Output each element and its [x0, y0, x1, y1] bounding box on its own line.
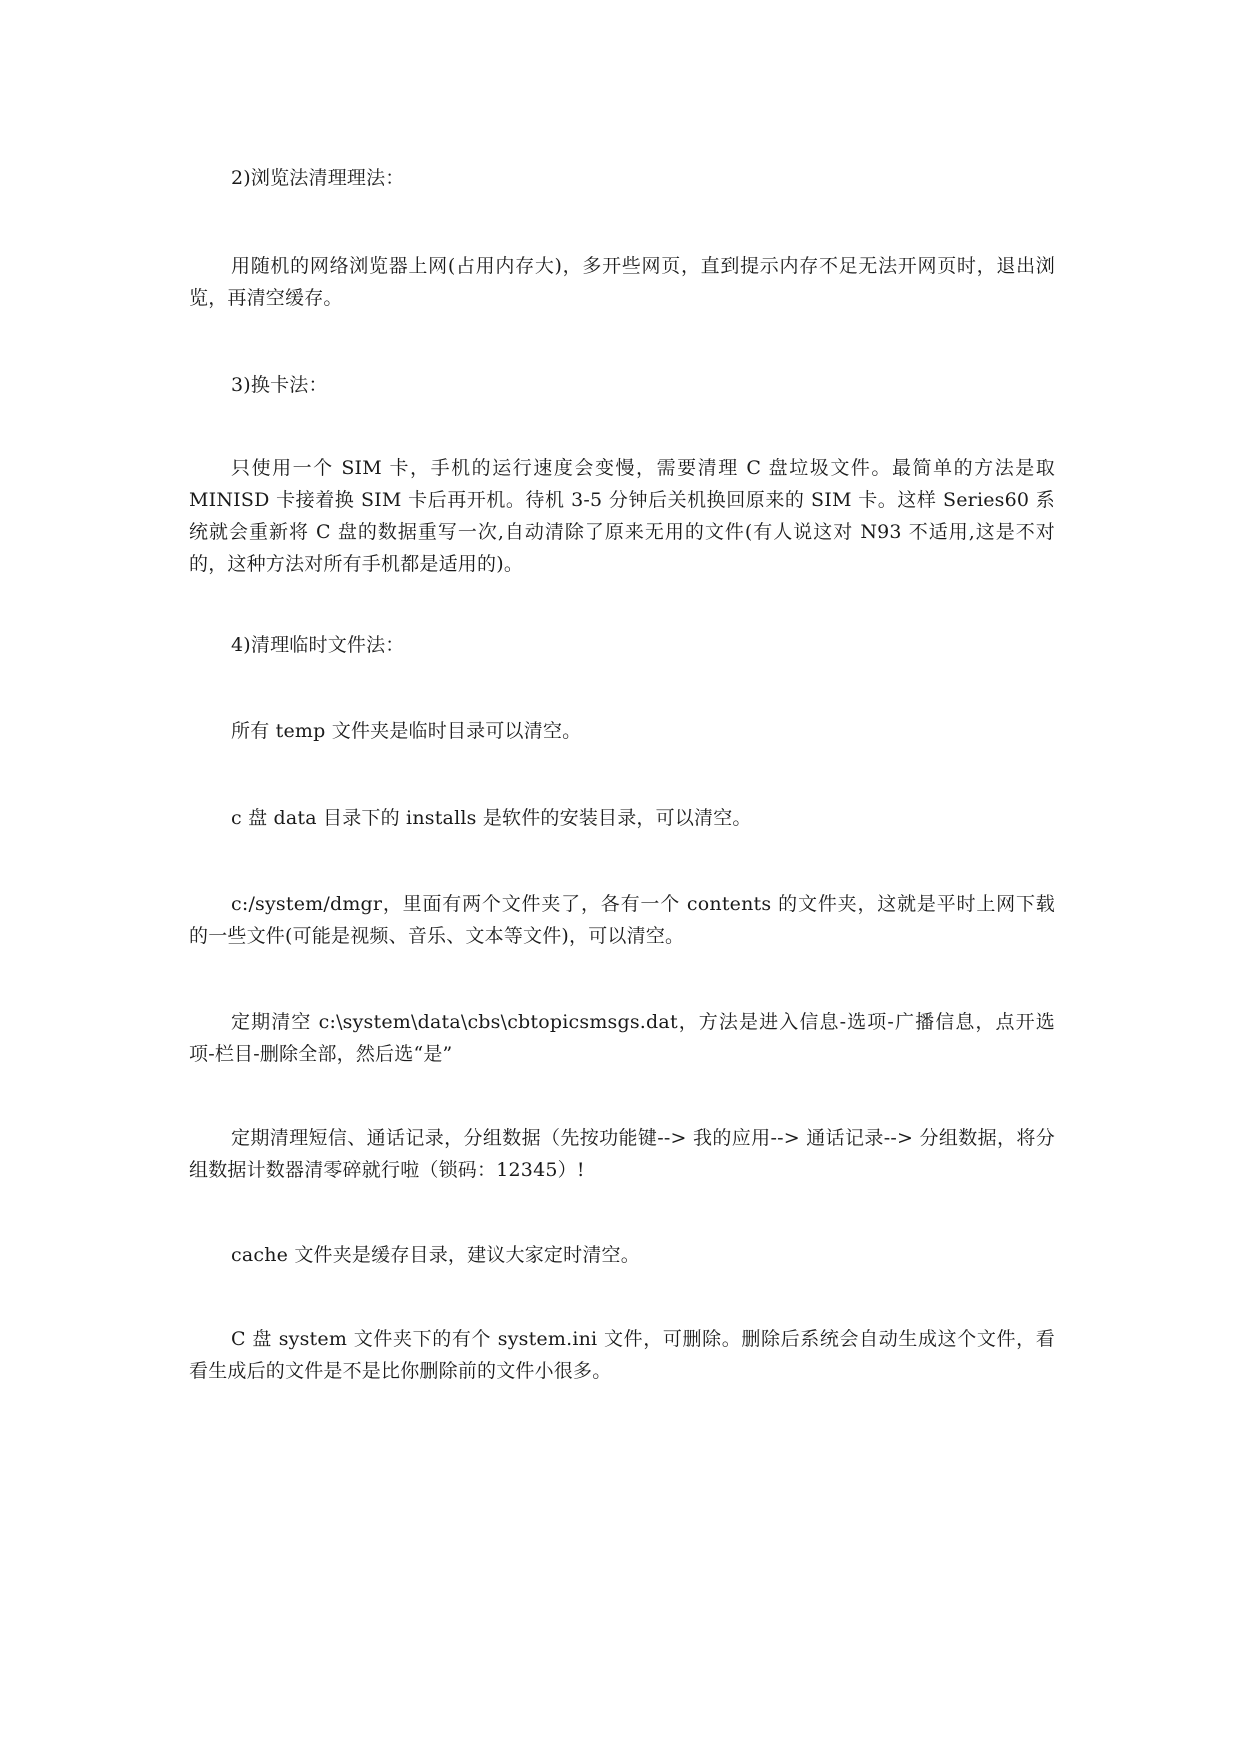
paragraph-system-ini: C 盘 system 文件夹下的有个 system.ini 文件，可删除。删除后系统会自动生成这个文件，看看生成后的文件是不是比你删除前的文件小很多。	[189, 1328, 1055, 1382]
paragraph-temp-folder: 所有 temp 文件夹是临时目录可以清空。	[231, 720, 582, 742]
section-heading-3: 3)换卡法：	[231, 374, 328, 396]
paragraph-installs-folder: c 盘 data 目录下的 installs 是软件的安装目录，可以清空。	[231, 807, 752, 829]
section-heading-4: 4)清理临时文件法：	[231, 634, 405, 656]
section-heading-2: 2)浏览法清理理法：	[231, 167, 405, 189]
paragraph-browser-method: 用随机的网络浏览器上网(占用内存大)，多开些网页，直到提示内存不足无法开网页时，退出浏览，再清空缓存。	[189, 255, 1055, 309]
paragraph-cbs-file: 定期清空 c:\system\data\cbs\cbtopicsmsgs.dat，方法是进入信息-选项-广播信息，点开选项-栏目-删除全部，然后选“是”	[189, 1011, 1055, 1065]
paragraph-sim-card-method: 只使用一个 SIM 卡，手机的运行速度会变慢，需要清理 C 盘垃圾文件。最简单的方法是取 MINISD 卡接着换 SIM 卡后再开机。待机 3-5 分钟后关机换回原来的 SIM 卡。这样 Series60 系统就会重新将 C 盘的数据重写一次,自动清除了原来无用的文件(有人说这对 N93 不适用,这是不对的，这种方法对所有手机都是适用的)。	[189, 457, 1055, 575]
paragraph-dmgr-folder: c:/system/dmgr，里面有两个文件夹了，各有一个 contents 的文件夹，这就是平时上网下载的一些文件(可能是视频、音乐、文本等文件)，可以清空。	[189, 893, 1055, 947]
paragraph-sms-records: 定期清理短信、通话记录，分组数据（先按功能键--> 我的应用--> 通话记录--> 分组数据，将分组数据计数器清零碎就行啦（锁码：12345）!	[189, 1127, 1055, 1181]
paragraph-cache-folder: cache 文件夹是缓存目录，建议大家定时清空。	[231, 1244, 640, 1266]
